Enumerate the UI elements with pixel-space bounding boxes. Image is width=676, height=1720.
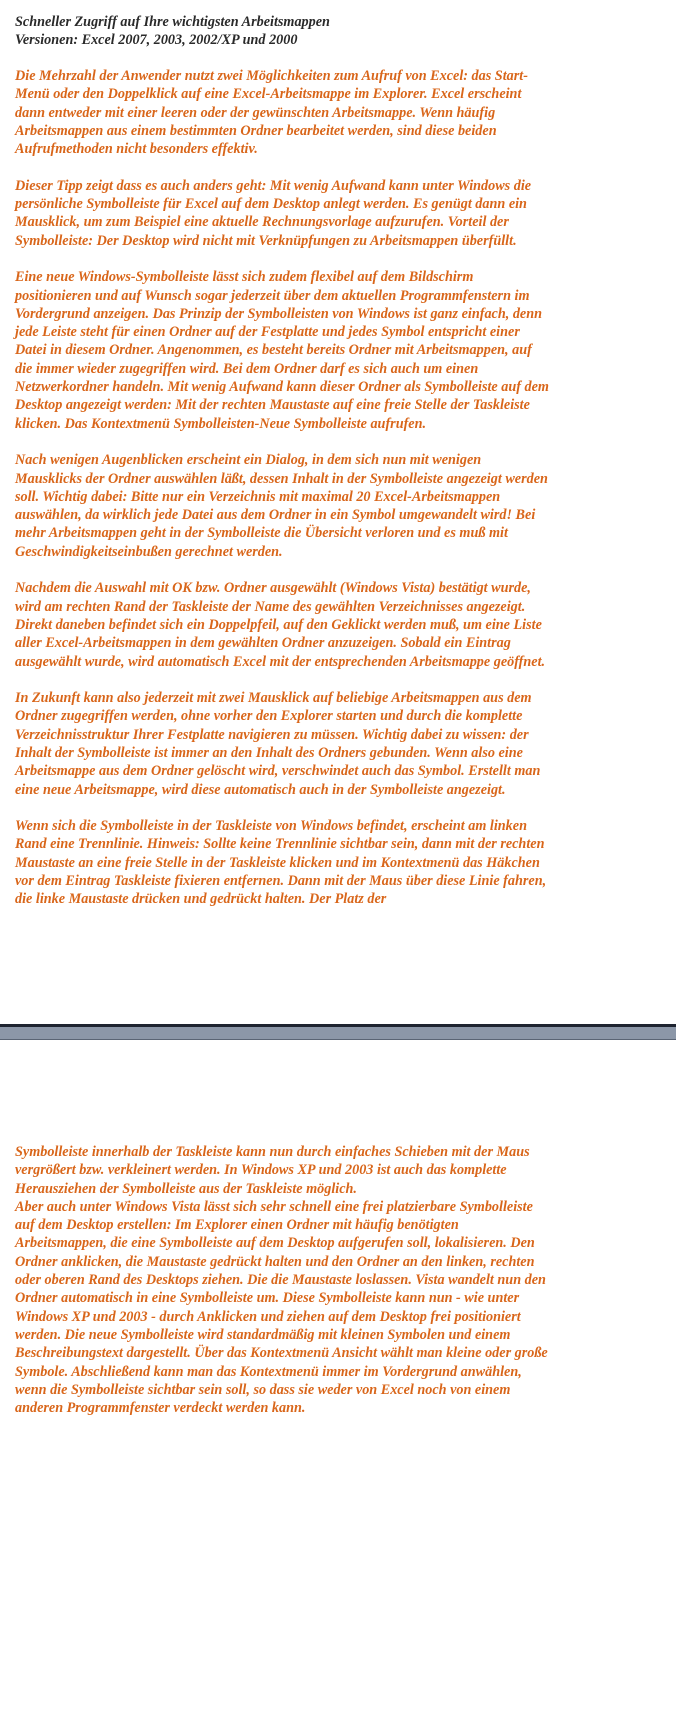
paragraph-dialog: Nach wenigen Augenblicken erscheint ein Dialog, in dem sich nun mit wenigen Mausklicks der Ordner auswählen läßt, dessen Inhalt in der Symbolleiste angezeigt werden soll. Wichtig dabei: Bitte nur ein Verzeichnis mit maximal 20 Excel-Arbeitsmappen auswählen, da wirklich jede Datei aus dem Ordner in ein Symbol umgewandelt wird! Bei mehr Arbeitsmappen geht in der Symbolleiste die Übersicht verloren und es muß mit Geschwindigkeitseinbußen gerechnet werden. bbox=[15, 452, 548, 560]
paragraph-intro: Die Mehrzahl der Anwender nutzt zwei Möglichkeiten zum Aufruf von Excel: das Start- Menü oder den Doppelklick auf eine Excel-Arbeitsmappe im Explorer. Excel erscheint dann entweder mit einer leeren oder der gewünschten Arbeitsmappe. Wenn häufig Arbeitsmappen aus einem bestimmten Ordner bearbeitet werden, sind diese beiden Aufrufmethoden nicht besonders effektiv. bbox=[15, 68, 528, 158]
heading-spacer bbox=[15, 49, 664, 67]
document-versions: Versionen: Excel 2007, 2003, 2002/XP und 2000 bbox=[15, 32, 298, 48]
paragraph-toolbar-principle: Eine neue Windows-Symbolleiste lässt sich zudem flexibel auf dem Bildschirm positionieren und auf Wunsch sogar jederzeit über dem aktuellen Programmfenstern im Vordergrund anzeigen. Das Prinzip der Symbolleisten von Windows ist ganz einfach, denn jede Leiste steht für einen Ordner auf der Festplatte und jedes Symbol entspricht einer Datei in diesem Ordner. Angenommen, es besteht bereits Ordner mit Arbeitsmappen, auf die immer wieder zugegriffen wird. Bei dem Ordner darf es sich auch um einen Netzwerkordner handeln. Mit wenig Aufwand kann dieser Ordner als Symbolleiste auf dem Desktop angezeigt werden: Mit der rechten Maustaste auf eine freie Stelle der Taskleiste klicken. Das Kontextmenü Symbolleisten-Neue Symbolleiste aufrufen. bbox=[15, 269, 549, 432]
paragraph-future-access: In Zukunft kann also jederzeit mit zwei Mausklick auf beliebige Arbeitsmappen aus dem Ordner zugegriffen werden, ohne vorher den Explorer starten und durch die komplette Verzeichnisstruktur Ihrer Festplatte navigieren zu müssen. Wichtig dabei zu wissen: der Inhalt der Symbolleiste ist immer an den Inhalt des Ordners gebunden. Wenn also eine Arbeitsmappe aus dem Ordner gelöscht wird, verschwindet auch das Symbol. Erstellt man eine neue Arbeitsmappe, wird diese automatisch auch in der Symbolleiste angezeigt. bbox=[15, 690, 541, 798]
page-break-separator bbox=[0, 1024, 676, 1040]
paragraph-tip: Dieser Tipp zeigt dass es auch anders geht: Mit wenig Aufwand kann unter Windows die persönliche Symbolleiste für Excel auf dem Desktop anlegt werden. Es genügt dann ein Mausklick, um zum Beispiel eine aktuelle Rechnungsvorlage aufzurufen. Vorteil der Symbolleiste: Der Desktop wird nicht mit Verknüpfungen zu Arbeitsmappen überfüllt. bbox=[15, 177, 532, 249]
paragraph-continuation: Symbolleiste innerhalb der Taskleiste kann nun durch einfaches Schieben mit der Maus vergrößert bzw. verkleinert werden. In Windows XP und 2003 ist auch das komplette Herausziehen der Symbolleiste aus der Taskleiste möglich. Aber auch unter Windows Vista lässt sich sehr schnell eine frei platzierbare Symbolleiste auf dem Desktop erstellen: Im Explorer einen Ordner mit häufig benötigten Arbeitsmappen, die eine Symbolleiste auf dem Desktop aufgerufen soll, lokalisieren. Den Ordner anklicken, die Maustaste gedrückt halten und den Ordner an den linken, rechten oder oberen Rand des Desktops ziehen. Die die Maustaste loslassen. Vista wandelt nun den Ordner automatisch in eine Symbolleiste um. Diese Symbolleiste kann nun - wie unter Windows XP und 2003 - durch Anklicken und ziehen auf dem Desktop frei positioniert werden. Die neue Symbolleiste wird standardmäßig mit kleinen Symbolen und einem Beschreibungstext dargestellt. Über das Kontextmenü Ansicht wählt man kleine oder große Symbole. Abschließend kann man das Kontextmenü immer im Vordergrund anwählen, wenn die Symbolleiste sichtbar sein soll, so dass sie weder von Excel noch von einem anderen Programmfenster verdeckt werden kann. bbox=[15, 1144, 548, 1417]
paragraph-confirm: Nachdem die Auswahl mit OK bzw. Ordner ausgewählt (Windows Vista) bestätigt wurde, wird am rechten Rand der Taskleiste der Name des gewählten Verzeichnisses angezeigt. Direkt daneben befindet sich ein Doppelpfeil, auf den Geklickt werden muß, um eine Liste aller Excel-Arbeitsmappen in dem gewählten Ordner anzuzeigen. Sobald ein Eintrag ausgewählt wurde, wird automatisch Excel mit der entsprechenden Arbeitsmappe geöffnet. bbox=[15, 580, 546, 670]
paragraph-taskbar-divider: Wenn sich die Symbolleiste in der Taskleiste von Windows befindet, erscheint am linken Rand eine Trennlinie. Hinweis: Sollte keine Trennlinie sichtbar sein, dann mit der rechten Maustaste an eine freie Stelle in der Taskleiste klicken und im Kontextmenü das Häkchen vor dem Eintrag Taskleiste fixieren entfernen. Dann mit der Maus über diese Linie fahren, die linke Maustaste drücken und gedrückt halten. Der Platz der bbox=[15, 818, 547, 908]
document-page-2 bbox=[0, 1040, 676, 1720]
document-title: Schneller Zugriff auf Ihre wichtigsten Arbeitsmappen bbox=[15, 14, 330, 30]
